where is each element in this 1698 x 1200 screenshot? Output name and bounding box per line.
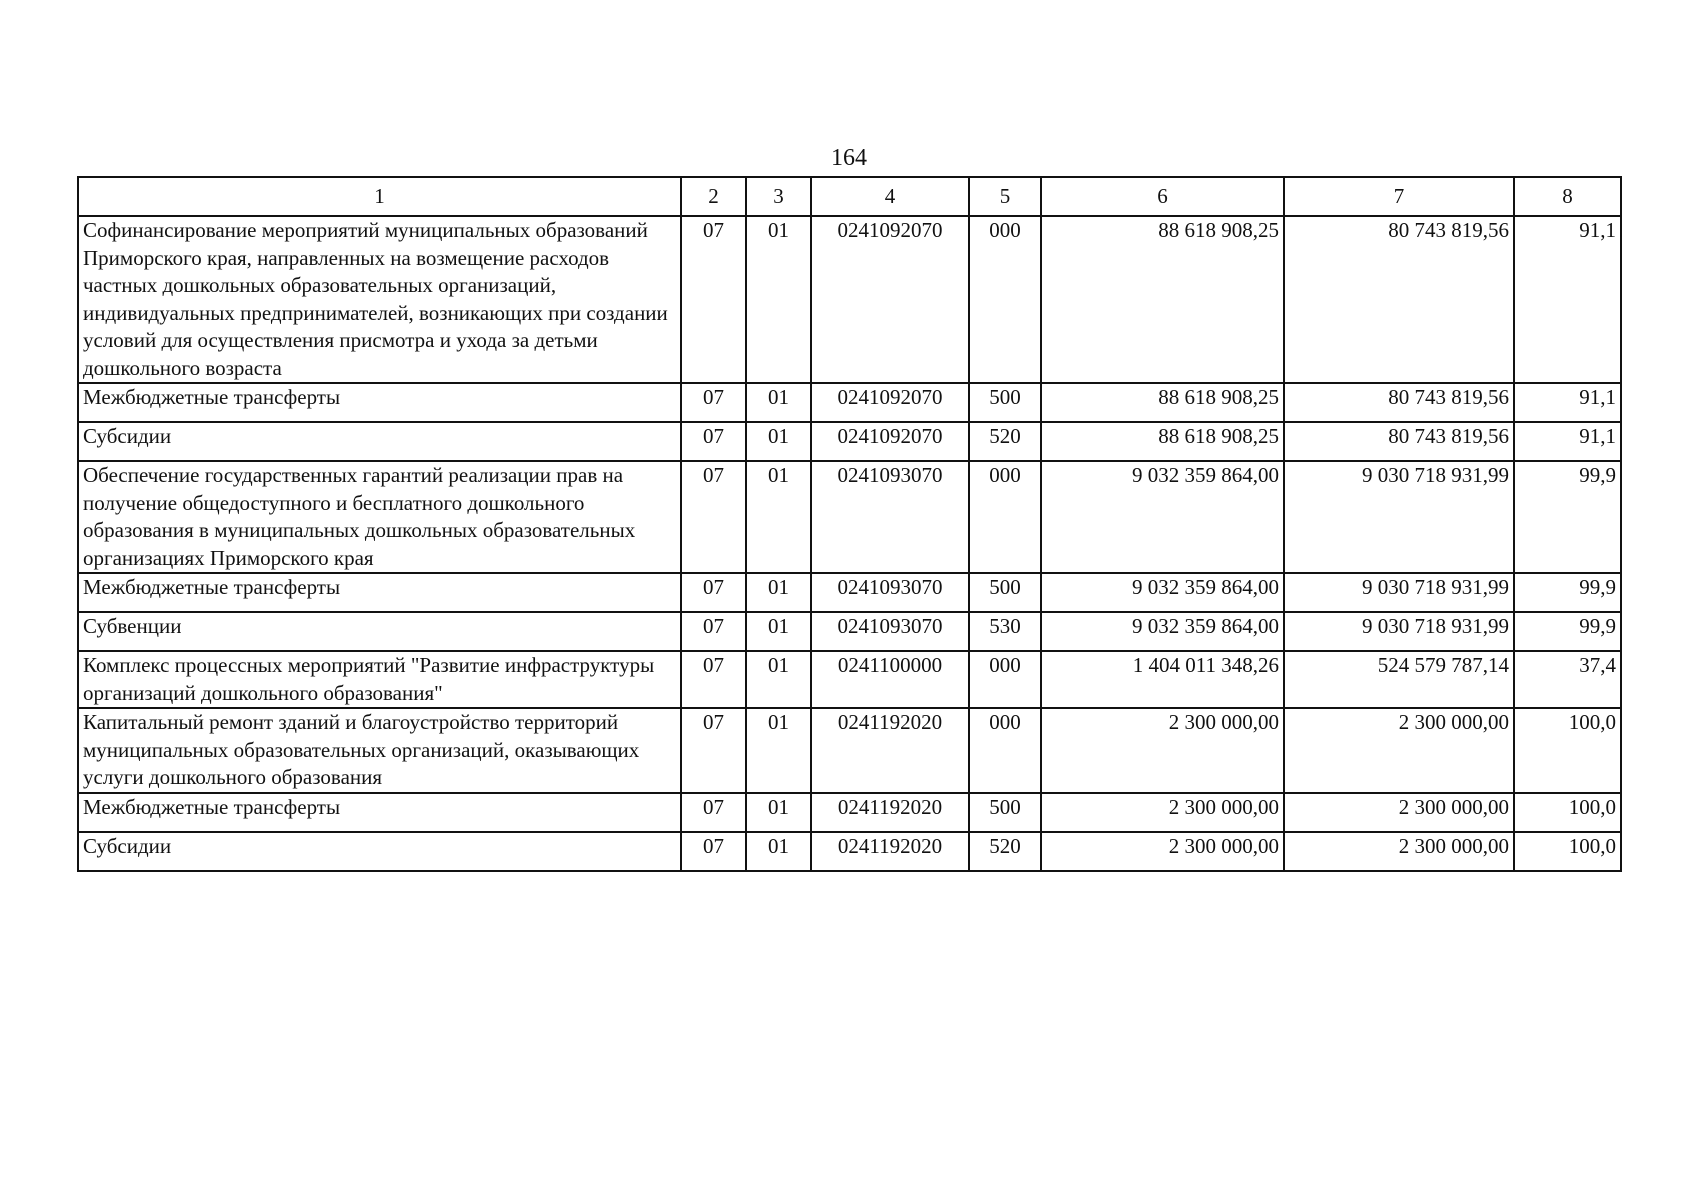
executed-amount: 2 300 000,00 <box>1284 708 1514 793</box>
execution-percent: 91,1 <box>1514 216 1621 383</box>
row-name: Комплекс процессных мероприятий "Развитие инфраструктуры организаций дошкольного образования" <box>78 651 681 708</box>
column-header-4: 4 <box>811 177 969 216</box>
subsection-code: 01 <box>746 651 811 708</box>
row-name: Межбюджетные трансферты <box>78 573 681 612</box>
section-code: 07 <box>681 573 746 612</box>
row-name: Обеспечение государственных гарантий реализации прав на получение общедоступного и бесплатного дошкольного образования в муниципальных дошкольных образовательных организациях Приморского края <box>78 461 681 573</box>
target-article-code: 0241093070 <box>811 612 969 651</box>
row-name: Межбюджетные трансферты <box>78 793 681 832</box>
target-article-code: 0241092070 <box>811 383 969 422</box>
section-code: 07 <box>681 832 746 871</box>
target-article-code: 0241192020 <box>811 708 969 793</box>
section-code: 07 <box>681 793 746 832</box>
column-header-8: 8 <box>1514 177 1621 216</box>
planned-amount: 2 300 000,00 <box>1041 793 1284 832</box>
planned-amount: 9 032 359 864,00 <box>1041 573 1284 612</box>
executed-amount: 80 743 819,56 <box>1284 216 1514 383</box>
column-header-3: 3 <box>746 177 811 216</box>
execution-percent: 100,0 <box>1514 793 1621 832</box>
subsection-code: 01 <box>746 612 811 651</box>
execution-percent: 91,1 <box>1514 422 1621 461</box>
planned-amount: 88 618 908,25 <box>1041 383 1284 422</box>
section-code: 07 <box>681 708 746 793</box>
target-article-code: 0241100000 <box>811 651 969 708</box>
section-code: 07 <box>681 383 746 422</box>
column-header-2: 2 <box>681 177 746 216</box>
executed-amount: 524 579 787,14 <box>1284 651 1514 708</box>
subsection-code: 01 <box>746 216 811 383</box>
table-row <box>78 612 1621 651</box>
expense-type-code: 000 <box>969 651 1041 708</box>
executed-amount: 80 743 819,56 <box>1284 422 1514 461</box>
planned-amount: 2 300 000,00 <box>1041 708 1284 793</box>
table-row <box>78 708 1621 793</box>
target-article-code: 0241093070 <box>811 461 969 573</box>
executed-amount: 9 030 718 931,99 <box>1284 461 1514 573</box>
header-row <box>78 177 1621 216</box>
executed-amount: 80 743 819,56 <box>1284 383 1514 422</box>
column-header-5: 5 <box>969 177 1041 216</box>
row-name: Капитальный ремонт зданий и благоустройство территорий муниципальных образовательных организаций, оказывающих услуги дошкольного образования <box>78 708 681 793</box>
section-code: 07 <box>681 612 746 651</box>
planned-amount: 88 618 908,25 <box>1041 422 1284 461</box>
table-header <box>78 177 1621 216</box>
executed-amount: 9 030 718 931,99 <box>1284 573 1514 612</box>
execution-percent: 100,0 <box>1514 832 1621 871</box>
planned-amount: 2 300 000,00 <box>1041 832 1284 871</box>
target-article-code: 0241093070 <box>811 573 969 612</box>
table-body <box>78 216 1621 871</box>
column-header-7: 7 <box>1284 177 1514 216</box>
planned-amount: 9 032 359 864,00 <box>1041 612 1284 651</box>
table-row <box>78 793 1621 832</box>
row-name: Субсидии <box>78 422 681 461</box>
column-header-6: 6 <box>1041 177 1284 216</box>
executed-amount: 2 300 000,00 <box>1284 793 1514 832</box>
column-header-1: 1 <box>78 177 681 216</box>
expense-type-code: 000 <box>969 216 1041 383</box>
subsection-code: 01 <box>746 461 811 573</box>
execution-percent: 99,9 <box>1514 461 1621 573</box>
table-row <box>78 461 1621 573</box>
executed-amount: 2 300 000,00 <box>1284 832 1514 871</box>
subsection-code: 01 <box>746 383 811 422</box>
target-article-code: 0241092070 <box>811 422 969 461</box>
row-name: Субвенции <box>78 612 681 651</box>
target-article-code: 0241192020 <box>811 793 969 832</box>
section-code: 07 <box>681 216 746 383</box>
execution-percent: 99,9 <box>1514 612 1621 651</box>
expense-type-code: 520 <box>969 832 1041 871</box>
subsection-code: 01 <box>746 832 811 871</box>
execution-percent: 91,1 <box>1514 383 1621 422</box>
planned-amount: 88 618 908,25 <box>1041 216 1284 383</box>
table-row <box>78 832 1621 871</box>
expense-type-code: 500 <box>969 383 1041 422</box>
budget-table <box>77 176 1622 872</box>
row-name: Софинансирование мероприятий муниципальных образований Приморского края, направленных на возмещение расходов частных дошкольных образовательных организаций, индивидуальных предпринимателей, возникающих при создании условий для осуществления присмотра и ухода за детьми дошкольного возраста <box>78 216 681 383</box>
subsection-code: 01 <box>746 422 811 461</box>
table-row <box>78 383 1621 422</box>
execution-percent: 37,4 <box>1514 651 1621 708</box>
expense-type-code: 530 <box>969 612 1041 651</box>
page-number: 164 <box>831 145 867 171</box>
table-row <box>78 651 1621 708</box>
subsection-code: 01 <box>746 573 811 612</box>
table-row <box>78 573 1621 612</box>
section-code: 07 <box>681 651 746 708</box>
expense-type-code: 000 <box>969 708 1041 793</box>
target-article-code: 0241192020 <box>811 832 969 871</box>
execution-percent: 99,9 <box>1514 573 1621 612</box>
execution-percent: 100,0 <box>1514 708 1621 793</box>
section-code: 07 <box>681 461 746 573</box>
subsection-code: 01 <box>746 708 811 793</box>
section-code: 07 <box>681 422 746 461</box>
row-name: Субсидии <box>78 832 681 871</box>
table-row <box>78 422 1621 461</box>
expense-type-code: 500 <box>969 793 1041 832</box>
executed-amount: 9 030 718 931,99 <box>1284 612 1514 651</box>
target-article-code: 0241092070 <box>811 216 969 383</box>
expense-type-code: 000 <box>969 461 1041 573</box>
row-name: Межбюджетные трансферты <box>78 383 681 422</box>
subsection-code: 01 <box>746 793 811 832</box>
planned-amount: 9 032 359 864,00 <box>1041 461 1284 573</box>
planned-amount: 1 404 011 348,26 <box>1041 651 1284 708</box>
table-row <box>78 216 1621 383</box>
expense-type-code: 520 <box>969 422 1041 461</box>
expense-type-code: 500 <box>969 573 1041 612</box>
